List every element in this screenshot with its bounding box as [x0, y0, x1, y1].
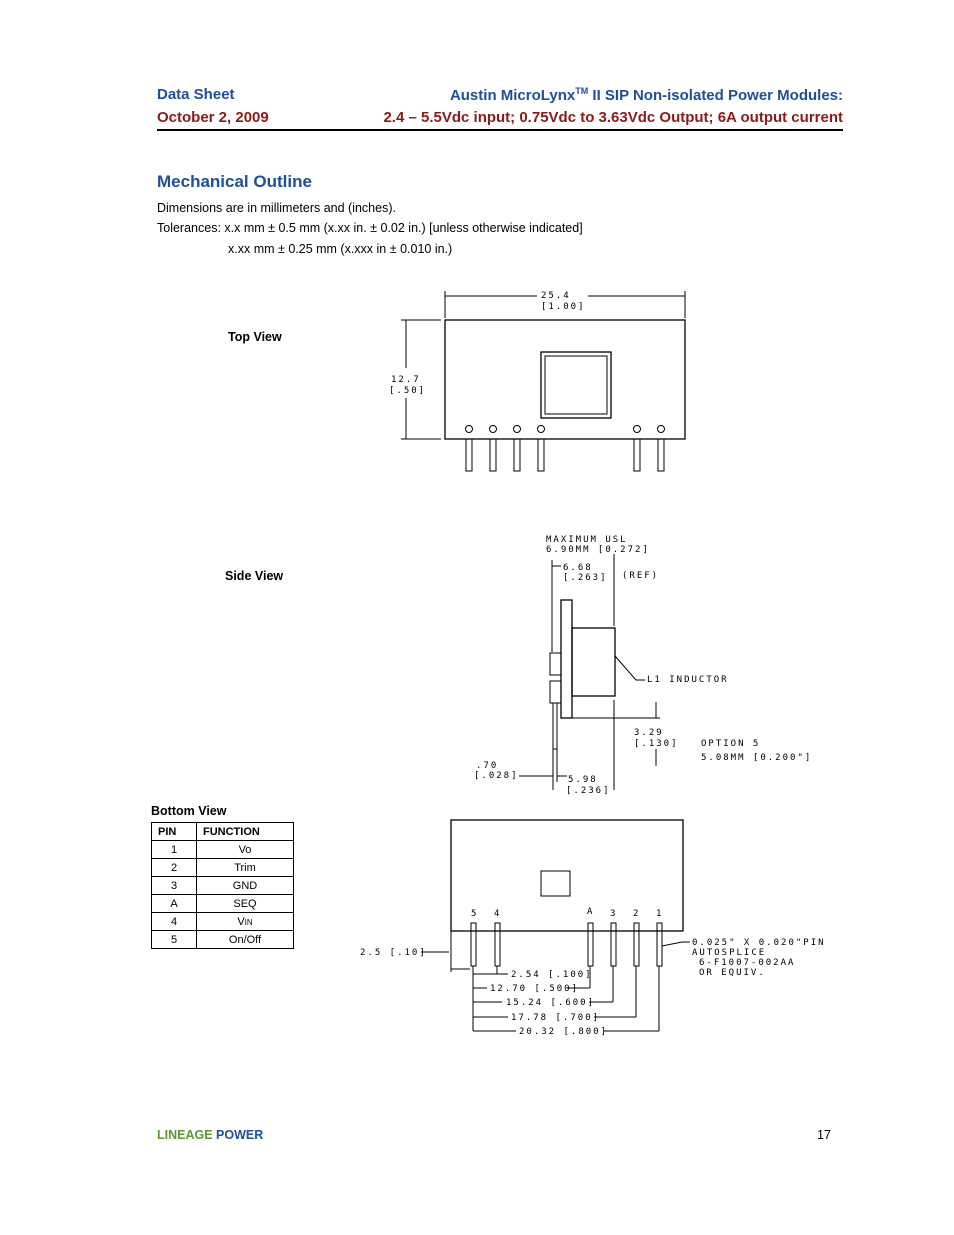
dim-329-in: [.130] — [634, 739, 679, 749]
max-usl-value: 6.90MM [0.272] — [546, 545, 650, 555]
table-row — [152, 931, 294, 949]
dim-1778: 17.78 [.700] — [511, 1013, 601, 1023]
side-view-label: Side View — [225, 569, 284, 583]
page-number: 17 — [817, 1128, 831, 1142]
pin-note-4: OR EQUIV. — [699, 968, 766, 978]
doc-subtitle: 2.4 – 5.5Vdc input; 0.75Vdc to 3.63Vdc Output; 6A output current — [383, 109, 843, 126]
title-tm: TM — [575, 86, 589, 96]
pin-label-1: 1 — [656, 909, 664, 919]
function-cell: On/Off — [197, 931, 294, 949]
bottom-view-label: Bottom View — [151, 804, 227, 818]
pin-cell: A — [152, 895, 197, 913]
pin-cell: 4 — [152, 913, 197, 931]
side-view-drawing — [519, 554, 660, 790]
pin-note-2: AUTOSPLICE — [692, 948, 767, 958]
table-row — [152, 841, 294, 859]
header-pin: PIN — [152, 823, 197, 841]
function-cell: Trim — [197, 859, 294, 877]
function-cell: Vo — [197, 841, 294, 859]
dim-70-mm: .70 — [476, 761, 499, 771]
table-row — [152, 877, 294, 895]
table-row — [152, 913, 294, 931]
table-row — [152, 859, 294, 877]
pin-note-1: 0.025" X 0.020"PIN — [692, 938, 826, 948]
top-view-label: Top View — [228, 330, 282, 344]
section-title: Mechanical Outline — [157, 172, 312, 191]
function-cell: GND — [197, 877, 294, 895]
dim-598-in: [.236] — [566, 786, 611, 796]
dim-598-mm: 5.98 — [568, 775, 598, 785]
bottom-left-dim: 2.5 [.10] — [360, 948, 427, 958]
pin-label-2: 2 — [633, 909, 641, 919]
dim-254: 2.54 [.100] — [511, 970, 593, 980]
pin-function-table — [151, 822, 294, 949]
title-rest: II SIP Non-isolated Power Modules: — [588, 87, 843, 104]
ref-tag: (REF) — [622, 571, 660, 581]
top-width-mm: 25.4 — [541, 291, 571, 301]
top-height-mm: 12.7 — [391, 375, 421, 385]
pin-cell: 1 — [152, 841, 197, 859]
function-cell: SEQ — [197, 895, 294, 913]
dim-1270: 12.70 [.500] — [490, 984, 580, 994]
pin-label-a: A — [587, 907, 595, 917]
table-row — [152, 895, 294, 913]
ref-in: [.263] — [563, 573, 608, 583]
pin-note-3: 6-F1007-002AA — [699, 958, 796, 968]
ref-mm: 6.68 — [563, 563, 593, 573]
header-function: FUNCTION — [197, 823, 294, 841]
doc-date: October 2, 2009 — [157, 109, 269, 126]
function-vin-sub: IN — [244, 917, 253, 927]
tolerance-note-2: x.xx mm ± 0.25 mm (x.xxx in ± 0.010 in.) — [228, 242, 453, 256]
option-value: 5.08MM [0.200"] — [701, 753, 813, 763]
top-view-drawing — [401, 291, 685, 471]
brand-lineage: LINEAGE — [157, 1128, 213, 1142]
brand-power: POWER — [212, 1128, 264, 1142]
pin-label-3: 3 — [610, 909, 618, 919]
pin-label-4: 4 — [494, 909, 502, 919]
option-label: OPTION 5 — [701, 739, 761, 749]
dim-329-mm: 3.29 — [634, 728, 664, 738]
dim-1524: 15.24 [.600] — [506, 998, 596, 1008]
title-main: Austin MicroLynx — [449, 87, 576, 104]
tolerance-note: Tolerances: x.x mm ± 0.5 mm (x.xx in. ± 0.02 in.) [unless otherwise indicated] — [157, 221, 583, 235]
footer-brand — [157, 1128, 263, 1142]
doc-type: Data Sheet — [157, 86, 235, 103]
max-usl-label: MAXIMUM USL — [546, 535, 628, 545]
pin-cell: 5 — [152, 931, 197, 949]
function-vin: V — [237, 915, 245, 928]
pin-cell: 2 — [152, 859, 197, 877]
dimensions-note: Dimensions are in millimeters and (inches). — [157, 201, 396, 215]
function-cell — [197, 913, 294, 931]
dim-70-in: [.028] — [474, 771, 519, 781]
top-height-in: [.50] — [389, 386, 427, 396]
inductor-label: L1 INDUCTOR — [647, 675, 729, 685]
table-header-row — [152, 823, 294, 841]
pin-cell: 3 — [152, 877, 197, 895]
top-width-in: [1.00] — [541, 302, 586, 312]
dim-2032: 20.32 [.800] — [519, 1027, 609, 1037]
pin-label-5: 5 — [471, 909, 479, 919]
